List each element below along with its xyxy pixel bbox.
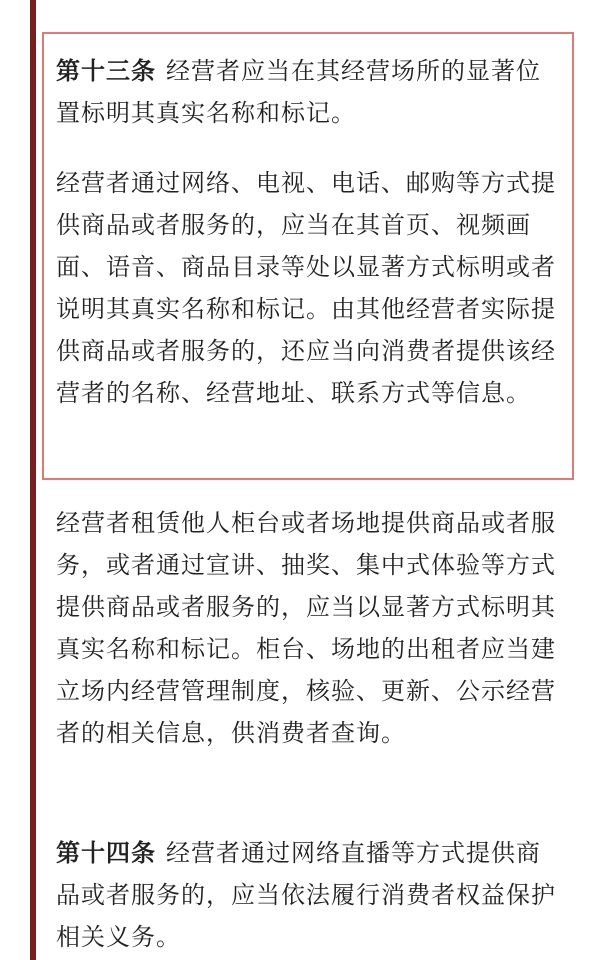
article-13-intro [56, 50, 562, 134]
article-14-text: 经营者通过网络直播等方式提供商品或者服务的，应当依法履行消费者权益保护相关义务。 [56, 839, 556, 951]
article-13-intro-text: 经营者应当在其经营场所的显著位置标明其真实名称和标记。 [56, 57, 541, 127]
left-accent-bar [30, 0, 36, 960]
article-13-paragraph-2: 经营者通过网络、电视、电话、邮购等方式提供商品或者服务的，应当在其首页、视频画面、语音、商品目录等处以显著方式标明或者说明其真实名称和标记。由其他经营者实际提供商品或者服务的，还应当向消费者提供该经营者的名称、经营地址、联系方式等信息。 [56, 169, 556, 407]
article-13-paragraph-3: 经营者租赁他人柜台或者场地提供商品或者服务，或者通过宣讲、抽奖、集中式体验等方式提供商品或者服务的，应当以显著方式标明其真实名称和标记。柜台、场地的出租者应当建立场内经营管理制度，核验、更新、公示经营者的相关信息，供消费者查询。 [56, 509, 556, 747]
article-14-label: 第十四条 [56, 839, 156, 867]
article-13-label: 第十三条 [56, 57, 156, 85]
article-14 [56, 832, 562, 958]
